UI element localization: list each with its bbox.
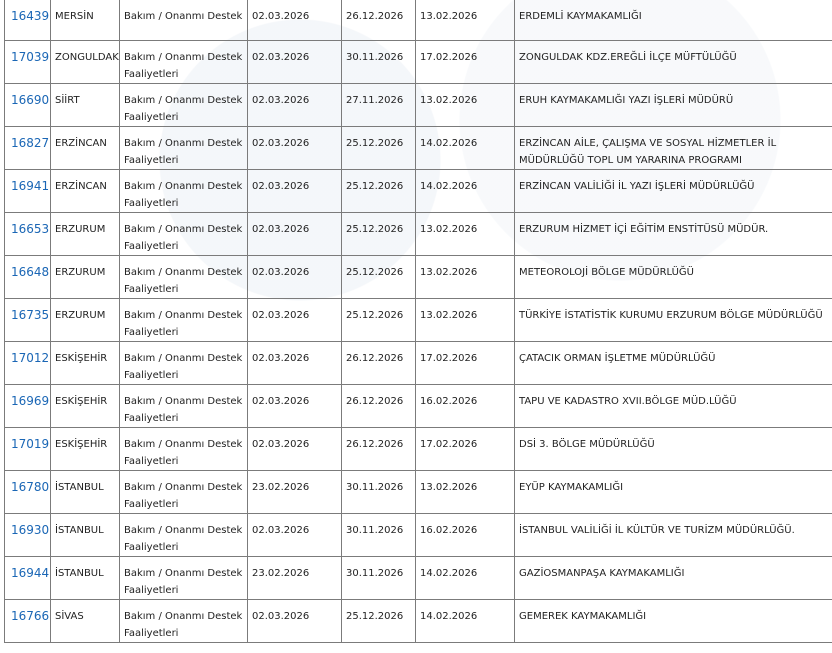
job-type-line1: Bakım / Onanmı Destek (124, 95, 243, 106)
start-date-cell: 02.03.2026 (248, 385, 342, 428)
announce-date-cell: 17.02.2026 (416, 41, 515, 84)
job-type-line1: Bakım / Onanmı Destek (124, 568, 243, 579)
listing-id-link[interactable]: 17019 (11, 437, 50, 451)
announcements-table (4, 0, 832, 643)
job-type-line1: Bakım / Onanmı Destek (124, 52, 243, 63)
listing-id-link[interactable]: 16930 (11, 523, 50, 537)
institution-cell: TAPU VE KADASTRO XVII.BÖLGE MÜD.LÜĞÜ (515, 385, 832, 428)
start-date-cell: 02.03.2026 (248, 600, 342, 643)
institution-cell: ZONGULDAK KDZ.EREĞLİ İLÇE MÜFTÜLÜĞÜ (515, 41, 832, 84)
institution-cell: ERZURUM HİZMET İÇİ EĞİTİM ENSTİTÜSÜ MÜDÜR. (515, 213, 832, 256)
job-type-line1: Bakım / Onanmı Destek (124, 310, 243, 321)
job-type-cell (120, 514, 248, 557)
announce-date-cell: 17.02.2026 (416, 342, 515, 385)
listing-id-link[interactable]: 16941 (11, 179, 50, 193)
listing-id-cell (5, 471, 51, 514)
announce-date-cell: 13.02.2026 (416, 299, 515, 342)
start-date-cell: 02.03.2026 (248, 41, 342, 84)
table-row (5, 256, 832, 299)
listing-id-link[interactable]: 16648 (11, 265, 50, 279)
city-cell: İSTANBUL (51, 514, 120, 557)
job-type-line1: Bakım / Onanmı Destek (124, 138, 243, 149)
end-date-cell: 25.12.2026 (342, 600, 416, 643)
table-row (5, 213, 832, 256)
city-cell: ERZİNCAN (51, 127, 120, 170)
table-row (5, 428, 832, 471)
start-date-cell: 02.03.2026 (248, 0, 342, 41)
job-type-cell (120, 385, 248, 428)
job-type-line2: Faaliyetleri (124, 284, 179, 295)
end-date-cell: 26.12.2026 (342, 428, 416, 471)
start-date-cell: 23.02.2026 (248, 557, 342, 600)
job-type-cell (120, 170, 248, 213)
end-date-cell: 25.12.2026 (342, 299, 416, 342)
job-type-cell (120, 471, 248, 514)
table-row (5, 0, 832, 41)
table-row (5, 84, 832, 127)
table-row (5, 41, 832, 84)
start-date-cell: 02.03.2026 (248, 170, 342, 213)
end-date-cell: 25.12.2026 (342, 213, 416, 256)
listing-id-cell (5, 428, 51, 471)
listing-id-link[interactable]: 17039 (11, 50, 50, 64)
institution-cell: DSİ 3. BÖLGE MÜDÜRLÜĞÜ (515, 428, 832, 471)
end-date-cell: 30.11.2026 (342, 471, 416, 514)
institution-cell: ERUH KAYMAKAMLIĞI YAZI İŞLERİ MÜDÜRÜ (515, 84, 832, 127)
listing-id-cell (5, 514, 51, 557)
institution-cell: GEMEREK KAYMAKAMLIĞI (515, 600, 832, 643)
listing-id-link[interactable]: 16690 (11, 93, 50, 107)
job-type-cell (120, 0, 248, 41)
job-type-cell (120, 41, 248, 84)
listing-id-link[interactable]: 16944 (11, 566, 50, 580)
end-date-cell: 25.12.2026 (342, 127, 416, 170)
announce-date-cell: 13.02.2026 (416, 0, 515, 41)
listing-id-link[interactable]: 16735 (11, 308, 50, 322)
job-type-line2: Faaliyetleri (124, 327, 179, 338)
institution-cell: METEOROLOJİ BÖLGE MÜDÜRLÜĞÜ (515, 256, 832, 299)
job-type-line1: Bakım / Onanmı Destek (124, 353, 243, 364)
job-type-line1: Bakım / Onanmı Destek (124, 396, 243, 407)
city-cell: ERZURUM (51, 256, 120, 299)
city-cell: ESKİŞEHİR (51, 385, 120, 428)
city-cell: ESKİŞEHİR (51, 342, 120, 385)
start-date-cell: 02.03.2026 (248, 342, 342, 385)
listing-id-cell (5, 0, 51, 41)
job-type-line1: Bakım / Onanmı Destek (124, 525, 243, 536)
table-row (5, 557, 832, 600)
end-date-cell: 26.12.2026 (342, 342, 416, 385)
institution-cell: ÇATACIK ORMAN İŞLETME MÜDÜRLÜĞÜ (515, 342, 832, 385)
table-row (5, 514, 832, 557)
job-type-line2: Faaliyetleri (124, 370, 179, 381)
job-type-line2: Faaliyetleri (124, 69, 179, 80)
table-row (5, 299, 832, 342)
job-type-line2: Faaliyetleri (124, 499, 179, 510)
job-type-line1: Bakım / Onanmı Destek (124, 267, 243, 278)
listing-id-link[interactable]: 16439 (11, 9, 50, 23)
end-date-cell: 26.12.2026 (342, 0, 416, 41)
job-type-line1: Bakım / Onanmı Destek (124, 11, 243, 22)
city-cell: ERZURUM (51, 299, 120, 342)
listing-id-link[interactable]: 16653 (11, 222, 50, 236)
job-type-cell (120, 428, 248, 471)
listing-id-cell (5, 41, 51, 84)
listing-id-cell (5, 557, 51, 600)
job-type-line1: Bakım / Onanmı Destek (124, 181, 243, 192)
job-type-line1: Bakım / Onanmı Destek (124, 439, 243, 450)
start-date-cell: 02.03.2026 (248, 514, 342, 557)
listing-id-cell (5, 127, 51, 170)
job-type-cell (120, 600, 248, 643)
listing-id-cell (5, 600, 51, 643)
table-body (5, 0, 832, 643)
institution-cell: TÜRKİYE İSTATİSTİK KURUMU ERZURUM BÖLGE MÜDÜRLÜĞÜ (515, 299, 832, 342)
job-type-line1: Bakım / Onanmı Destek (124, 482, 243, 493)
listing-id-link[interactable]: 16780 (11, 480, 50, 494)
job-type-line2: Faaliyetleri (124, 155, 179, 166)
city-cell: İSTANBUL (51, 471, 120, 514)
job-type-cell (120, 557, 248, 600)
table-row (5, 600, 832, 643)
start-date-cell: 02.03.2026 (248, 428, 342, 471)
end-date-cell: 30.11.2026 (342, 514, 416, 557)
end-date-cell: 30.11.2026 (342, 41, 416, 84)
announce-date-cell: 13.02.2026 (416, 84, 515, 127)
listing-id-cell (5, 342, 51, 385)
start-date-cell: 23.02.2026 (248, 471, 342, 514)
city-cell: SİİRT (51, 84, 120, 127)
end-date-cell: 26.12.2026 (342, 385, 416, 428)
job-type-cell (120, 256, 248, 299)
institution-cell: EYÜP KAYMAKAMLIĞI (515, 471, 832, 514)
job-type-line2: Faaliyetleri (124, 198, 179, 209)
city-cell: İSTANBUL (51, 557, 120, 600)
city-cell: MERSİN (51, 0, 120, 41)
institution-cell: İSTANBUL VALİLİĞİ İL KÜLTÜR VE TURİZM MÜDÜRLÜĞÜ. (515, 514, 832, 557)
announce-date-cell: 13.02.2026 (416, 256, 515, 299)
city-cell: ESKİŞEHİR (51, 428, 120, 471)
end-date-cell: 27.11.2026 (342, 84, 416, 127)
announce-date-cell: 17.02.2026 (416, 428, 515, 471)
job-type-line2: Faaliyetleri (124, 456, 179, 467)
listing-id-cell (5, 299, 51, 342)
listing-id-cell (5, 84, 51, 127)
listing-id-cell (5, 170, 51, 213)
announce-date-cell: 13.02.2026 (416, 471, 515, 514)
announce-date-cell: 13.02.2026 (416, 213, 515, 256)
institution-cell: ERZİNCAN AİLE, ÇALIŞMA VE SOSYAL HİZMETLER İL MÜDÜRLÜĞÜ TOPL UM YARARINA PROGRAMI (515, 127, 832, 170)
announce-date-cell: 14.02.2026 (416, 170, 515, 213)
institution-cell: ERZİNCAN VALİLİĞİ İL YAZI İŞLERİ MÜDÜRLÜĞÜ (515, 170, 832, 213)
announce-date-cell: 14.02.2026 (416, 127, 515, 170)
institution-cell: GAZİOSMANPAŞA KAYMAKAMLIĞI (515, 557, 832, 600)
job-type-line2: Faaliyetleri (124, 241, 179, 252)
announce-date-cell: 16.02.2026 (416, 514, 515, 557)
institution-cell: ERDEMLİ KAYMAKAMLIĞI (515, 0, 832, 41)
job-type-cell (120, 213, 248, 256)
listing-id-link[interactable]: 16969 (11, 394, 50, 408)
job-type-line1: Bakım / Onanmı Destek (124, 611, 243, 622)
job-type-cell (120, 84, 248, 127)
city-cell: ZONGULDAK (51, 41, 120, 84)
announce-date-cell: 14.02.2026 (416, 557, 515, 600)
job-type-line2: Faaliyetleri (124, 628, 179, 639)
end-date-cell: 25.12.2026 (342, 256, 416, 299)
end-date-cell: 25.12.2026 (342, 170, 416, 213)
listing-id-link[interactable]: 16766 (11, 609, 50, 623)
table-row (5, 471, 832, 514)
job-type-line2: Faaliyetleri (124, 413, 179, 424)
table-row (5, 342, 832, 385)
start-date-cell: 02.03.2026 (248, 84, 342, 127)
job-type-cell (120, 299, 248, 342)
listing-id-cell (5, 213, 51, 256)
announce-date-cell: 16.02.2026 (416, 385, 515, 428)
job-type-line2: Faaliyetleri (124, 585, 179, 596)
job-type-cell (120, 342, 248, 385)
city-cell: SİVAS (51, 600, 120, 643)
table-row (5, 170, 832, 213)
announce-date-cell: 14.02.2026 (416, 600, 515, 643)
listing-id-cell (5, 256, 51, 299)
listing-id-link[interactable]: 16827 (11, 136, 50, 150)
city-cell: ERZİNCAN (51, 170, 120, 213)
table-row (5, 385, 832, 428)
job-type-line2: Faaliyetleri (124, 112, 179, 123)
job-type-line1: Bakım / Onanmı Destek (124, 224, 243, 235)
end-date-cell: 30.11.2026 (342, 557, 416, 600)
listing-id-link[interactable]: 17012 (11, 351, 50, 365)
start-date-cell: 02.03.2026 (248, 256, 342, 299)
table-row (5, 127, 832, 170)
start-date-cell: 02.03.2026 (248, 127, 342, 170)
job-type-cell (120, 127, 248, 170)
start-date-cell: 02.03.2026 (248, 299, 342, 342)
listing-id-cell (5, 385, 51, 428)
job-type-line2: Faaliyetleri (124, 542, 179, 553)
city-cell: ERZURUM (51, 213, 120, 256)
start-date-cell: 02.03.2026 (248, 213, 342, 256)
